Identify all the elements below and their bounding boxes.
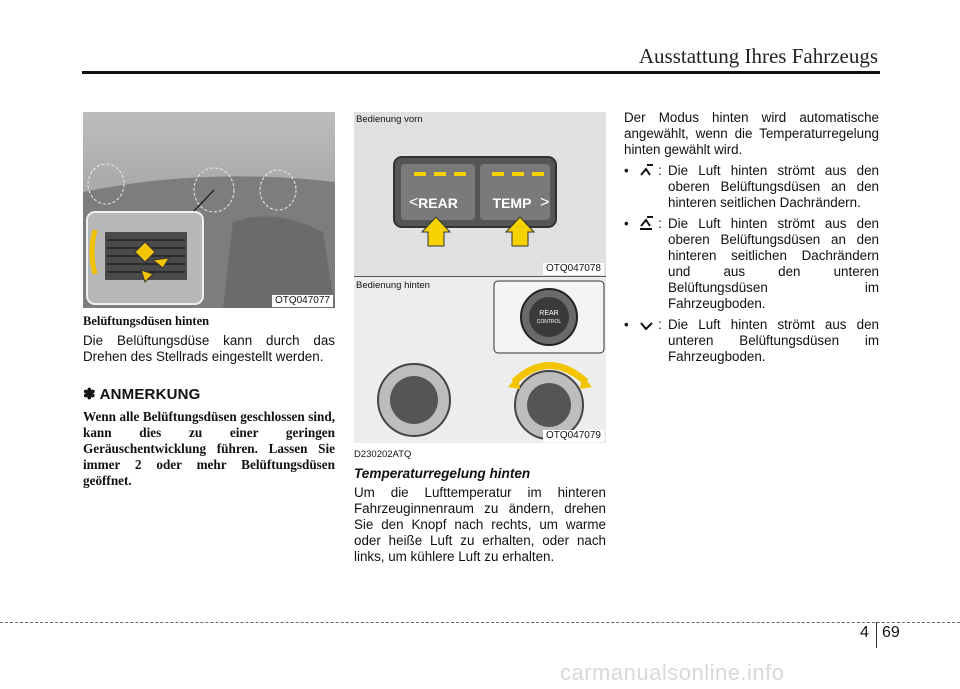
rear-knob-label: REAR (539, 310, 559, 317)
vent-upper-icon (638, 163, 658, 211)
svg-text:<: < (409, 194, 419, 211)
front-control-photo (354, 112, 606, 276)
colon: : (658, 317, 662, 332)
front-control-illustration (354, 112, 606, 276)
bullet: • (624, 216, 629, 231)
rear-knob-sublabel: CONTROL (536, 319, 562, 325)
svg-text:>: > (540, 194, 550, 211)
chapter-number: 4 (860, 624, 869, 641)
mode-description: Die Luft hinten strömt aus den oberen Belüftungsdüsen an den hinteren seitlichen Dachrändern. (668, 163, 879, 210)
intro-paragraph: Der Modus hinten wird automatische angewählt, wenn die Temperaturregelung hinten gewählt wird. (624, 110, 879, 157)
section-caption: Belüftungsdüsen hinten (83, 314, 210, 328)
column-middle (354, 112, 606, 565)
note-body: Wenn alle Belüftungsdüsen geschlossen sind, kann dies zu einer geringen Geräuschentwicklung führen. Lassen Sie immer 2 oder mehr Belüftungsdüsen geöffnet. (83, 409, 335, 488)
footer-rule (0, 622, 960, 623)
bullet: • (624, 317, 629, 332)
photo-code: OTQ047079 (543, 430, 604, 442)
rear-vent-illustration (83, 112, 335, 308)
mode-item (624, 163, 879, 211)
mode-description: Die Luft hinten strömt aus den unteren Belüftungsdüsen im Fahrzeugboden. (668, 317, 879, 364)
rear-vent-photo (83, 112, 335, 308)
section-heading: Temperaturregelung hinten (354, 466, 531, 481)
rear-control-label: Bedienung hinten (356, 280, 430, 291)
mode-description: Die Luft hinten strömt aus den oberen Belüftungsdüsen an den hinteren seitlichen Dachrändern und aus den unteren Belüftungsdüsen im Fahrzeugboden. (668, 216, 879, 311)
colon: : (658, 216, 662, 231)
photo-code: OTQ047078 (543, 263, 604, 275)
body-paragraph: Um die Lufttemperatur im hinteren Fahrzeuginnenraum zu ändern, drehen Sie den Knopf nach rechts, um warme oder heiße Luft zu erhalten, oder nach links, um kühlere Luft zu erhalten. (354, 485, 606, 564)
page-number: 69 (882, 624, 900, 641)
mode-item (624, 317, 879, 365)
rear-control-illustration (354, 277, 606, 443)
column-right (624, 110, 879, 365)
note-title: ✽ ANMERKUNG (83, 386, 201, 403)
vent-bilevel-icon (638, 216, 658, 312)
temp-button-label: TEMP (492, 195, 532, 211)
bullet: • (624, 163, 629, 178)
header-rule (82, 71, 880, 74)
page-header-title: Ausstattung Ihres Fahrzeugs (638, 44, 878, 68)
photo-code: OTQ047077 (272, 295, 333, 307)
body-paragraph: Die Belüftungsdüse kann durch das Drehen des Stellrads eingestellt werden. (83, 333, 335, 364)
column-left (83, 112, 335, 489)
watermark: carmanualsonline.info (560, 660, 785, 685)
mode-item (624, 216, 879, 312)
front-control-label: Bedienung vorn (356, 114, 423, 125)
reference-code: D230202ATQ (354, 449, 412, 460)
vent-floor-icon (638, 317, 658, 365)
rear-control-photo (354, 276, 606, 443)
colon: : (658, 163, 662, 178)
page-number-separator (876, 622, 877, 648)
rear-button-label: REAR (418, 195, 458, 211)
